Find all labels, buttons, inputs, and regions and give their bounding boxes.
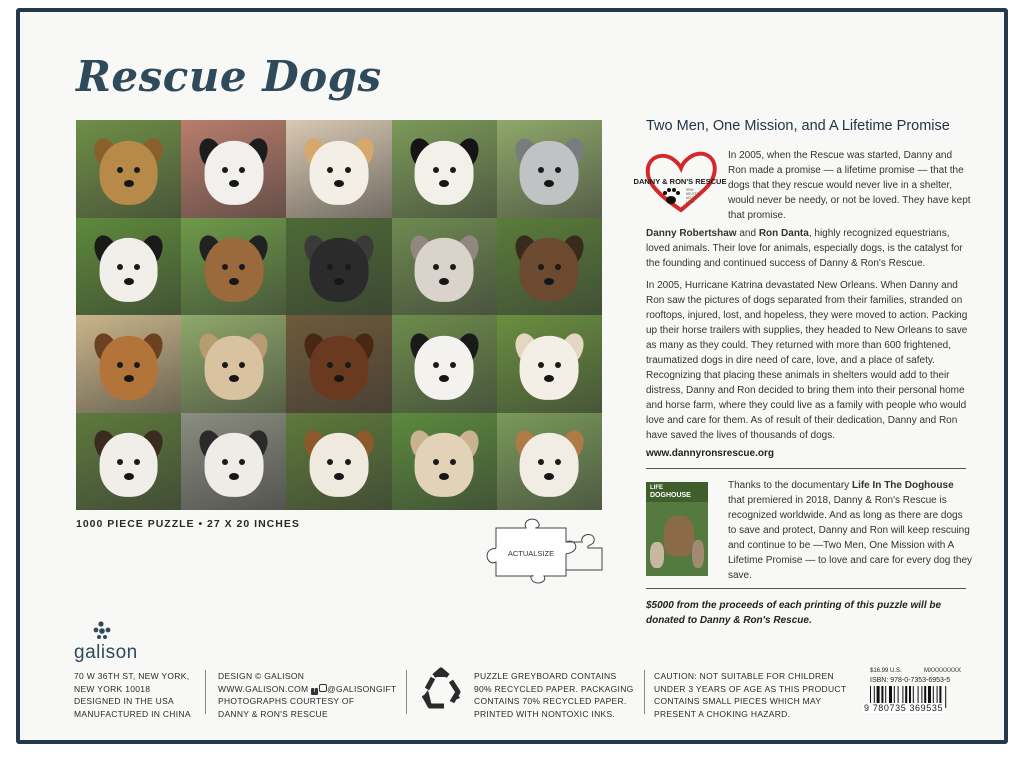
dog-eye xyxy=(345,362,351,368)
dog-eye xyxy=(433,167,439,173)
dog-eye xyxy=(117,362,123,368)
dog-photo xyxy=(76,315,181,413)
galison-brand: galison xyxy=(74,642,138,663)
dog-eye xyxy=(433,264,439,270)
dog-photo-grid xyxy=(76,120,602,510)
text-fragment: that premiered in 2018, Danny & Ron's Rescue is recognized worldwide. And as long as there are dogs to save and protect, Danny and Ron will keep rescuing and continue to be —Two Men, One Mission with A Lifetime Promise — to love and care for every dog they save. xyxy=(728,495,973,581)
dog-photo xyxy=(76,218,181,316)
dog-nose xyxy=(439,278,449,285)
text-fragment: and xyxy=(736,228,759,239)
dog-eye xyxy=(555,362,561,368)
dog-face xyxy=(310,238,369,302)
dog-eye xyxy=(538,167,544,173)
dog-photo xyxy=(286,315,391,413)
facebook-icon: f xyxy=(311,688,318,695)
dog-nose xyxy=(544,375,554,382)
dog-eye xyxy=(345,264,351,270)
dog-face xyxy=(99,140,158,204)
founder-name: Ron Danta xyxy=(758,228,809,239)
product-title: Rescue Dogs xyxy=(76,52,382,101)
footer-line: DESIGNED IN THE USA xyxy=(74,696,175,706)
dog-photo xyxy=(392,315,497,413)
dog-eye xyxy=(345,459,351,465)
dog-nose xyxy=(229,473,239,480)
dog-face xyxy=(520,140,579,204)
dog-face xyxy=(310,433,369,497)
sku-label: MXXXXXXXX xyxy=(924,668,962,674)
dog-eye xyxy=(538,362,544,368)
story-heading: Two Men, One Mission, and A Lifetime Promise xyxy=(646,118,950,134)
caution-warning xyxy=(654,670,846,720)
dog-figure xyxy=(664,516,694,556)
footer-line: PRESENT A CHOKING HAZARD. xyxy=(654,708,791,719)
dog-nose xyxy=(229,278,239,285)
dog-face xyxy=(99,433,158,497)
logo-text: DANNY & RON'S RESCUE xyxy=(633,177,727,186)
design-credits xyxy=(218,670,397,720)
dog-face xyxy=(204,238,263,302)
dog-nose xyxy=(439,473,449,480)
dog-face xyxy=(310,140,369,204)
barcode-digits: 9 780735 369535 xyxy=(864,703,944,713)
divider xyxy=(646,588,966,589)
instagram-icon xyxy=(319,684,327,692)
katrina-paragraph: In 2005, Hurricane Katrina devastated New Orleans. When Danny and Ron saw the pictures of dogs separated from their families, stranded on rooftops, injured, lost, and hopeless, they were moved to action. Packing up their horse trailers with supplies, they headed to New Orleans to save as many as they could. They returned with more than 600 frightened, traumatized dogs in dire need of care, love, and a place of safety. Recognizing that placing these animals in shelters would add to their distress, Danny and Ron decided to bring them into their personal home and horse farm, where they could live as a family with people who would love and care for them. As of result of their dedication, Danny and Ron have saved the lives of thousands of dogs. xyxy=(646,280,968,441)
paw-icon xyxy=(663,188,680,204)
footer-line: CAUTION: NOT SUITABLE FOR CHILDREN xyxy=(654,671,834,681)
footer-line: 70 W 36TH ST, NEW YORK, xyxy=(74,671,190,681)
dog-photo xyxy=(497,218,602,316)
dog-eye xyxy=(222,167,228,173)
dog-nose xyxy=(544,473,554,480)
dog-nose xyxy=(124,278,134,285)
actual-size-piece-icon xyxy=(482,518,606,584)
divider xyxy=(646,468,966,469)
text-fragment: , highly recognized equestrians, loved animals. Their love for animals, especially dogs, is the catalyst for the founding and continued success of Danny & Ron's Rescue. xyxy=(646,228,963,269)
footer-line: PHOTOGRAPHS COURTESY OF xyxy=(218,696,355,706)
founders-paragraph xyxy=(646,226,972,271)
dog-nose xyxy=(229,375,239,382)
dog-face xyxy=(310,335,369,399)
recycling-info xyxy=(474,670,634,720)
dog-photo xyxy=(76,413,181,511)
dog-nose xyxy=(124,375,134,382)
dog-photo xyxy=(286,413,391,511)
founder-name: Danny Robertshaw xyxy=(646,228,737,239)
footer-line: DESIGN © GALISON xyxy=(218,671,305,681)
dog-nose xyxy=(439,375,449,382)
dog-eye xyxy=(222,362,228,368)
dog-eye xyxy=(555,167,561,173)
barcode-bar xyxy=(945,686,946,708)
documentary-paragraph xyxy=(728,478,972,583)
footer-line: PRINTED WITH NONTOXIC INKS. xyxy=(474,708,616,719)
divider xyxy=(205,670,206,714)
dog-eye xyxy=(450,167,456,173)
dog-photo xyxy=(286,218,391,316)
dog-photo xyxy=(181,120,286,218)
person-figure xyxy=(650,542,664,568)
footer-line: PUZZLE GREYBOARD CONTAINS xyxy=(474,671,617,681)
logo-word: LOVE xyxy=(686,200,695,204)
dog-face xyxy=(520,335,579,399)
dog-face xyxy=(204,335,263,399)
dog-photo xyxy=(76,120,181,218)
footer-line: MANUFACTURED IN CHINA xyxy=(74,708,191,719)
divider xyxy=(644,670,645,714)
dog-face xyxy=(415,238,474,302)
documentary-title: Life In The Doghouse xyxy=(851,480,954,491)
dog-eye xyxy=(134,167,140,173)
dog-photo xyxy=(497,120,602,218)
dog-face xyxy=(415,433,474,497)
dog-face xyxy=(520,433,579,497)
footer-line: 90% RECYCLED PAPER. PACKAGING xyxy=(474,683,634,694)
dog-face xyxy=(520,238,579,302)
dog-photo xyxy=(497,315,602,413)
dog-nose xyxy=(334,375,344,382)
dog-face xyxy=(99,238,158,302)
poster-title: DOGHOUSE xyxy=(650,492,691,499)
website-link[interactable]: www.dannyronsrescue.org xyxy=(646,448,774,459)
dog-photo xyxy=(392,218,497,316)
dog-face xyxy=(415,140,474,204)
dog-eye xyxy=(117,167,123,173)
donation-note: $5000 from the proceeds of each printing of this puzzle will be donated to Danny & Ron's Rescue. xyxy=(646,600,942,626)
dog-photo xyxy=(392,413,497,511)
logo-word: SPAY xyxy=(686,188,695,192)
dog-nose xyxy=(124,180,134,187)
dog-nose xyxy=(229,180,239,187)
dog-nose xyxy=(334,473,344,480)
dog-photo xyxy=(181,315,286,413)
dog-nose xyxy=(334,278,344,285)
text-fragment: Thanks to the documentary xyxy=(728,480,852,491)
promise-paragraph: In 2005, when the Rescue was started, Danny and Ron made a promise — a lifetime promise — that the dogs that they rescue would never live in a shelter, would never be needy, or not be loved. They have kept that promise. xyxy=(728,150,971,221)
isbn-label: ISBN: 978-0-7353-6953-5 xyxy=(870,677,951,684)
puzzle-spec: 1000 PIECE PUZZLE • 27 X 20 INCHES xyxy=(76,518,300,530)
footer-line: CONTAINS 70% RECYCLED PAPER. xyxy=(474,696,627,706)
dog-face xyxy=(99,335,158,399)
footer-line: CONTAINS SMALL PIECES WHICH MAY xyxy=(654,696,822,706)
dog-nose xyxy=(124,473,134,480)
dog-photo xyxy=(497,413,602,511)
galison-logo-icon xyxy=(72,620,152,644)
dog-eye xyxy=(450,362,456,368)
recycle-icon xyxy=(418,668,464,712)
dog-photo xyxy=(181,413,286,511)
dog-nose xyxy=(544,180,554,187)
price-label: $16.99 U.S. xyxy=(870,668,902,674)
dog-photo xyxy=(392,120,497,218)
dog-nose xyxy=(439,180,449,187)
dog-eye xyxy=(345,167,351,173)
footer-line: WWW.GALISON.COM f @GALISONGIFT xyxy=(218,683,397,694)
dog-nose xyxy=(334,180,344,187)
dog-eye xyxy=(134,362,140,368)
footer-line: NEW YORK 10018 xyxy=(74,683,151,694)
footer-line: UNDER 3 YEARS OF AGE AS THIS PRODUCT xyxy=(654,683,847,694)
logo-word: ADOPT xyxy=(686,196,697,200)
actual-size-label: ACTUALSIZE xyxy=(507,549,555,558)
footer-line: DANNY & RON'S RESCUE xyxy=(218,708,328,719)
dog-photo xyxy=(286,120,391,218)
danny-rons-rescue-logo xyxy=(633,150,727,214)
dog-eye xyxy=(433,459,439,465)
poster-title: LIFE xyxy=(650,485,663,491)
dog-face xyxy=(415,335,474,399)
dog-nose xyxy=(544,278,554,285)
dog-face xyxy=(204,433,263,497)
person-figure xyxy=(692,540,704,568)
address-block xyxy=(74,670,191,720)
documentary-poster xyxy=(646,482,708,576)
dog-photo xyxy=(181,218,286,316)
divider xyxy=(406,670,407,714)
dog-eye xyxy=(433,362,439,368)
dog-face xyxy=(204,140,263,204)
logo-word: NEUTER xyxy=(686,192,700,196)
